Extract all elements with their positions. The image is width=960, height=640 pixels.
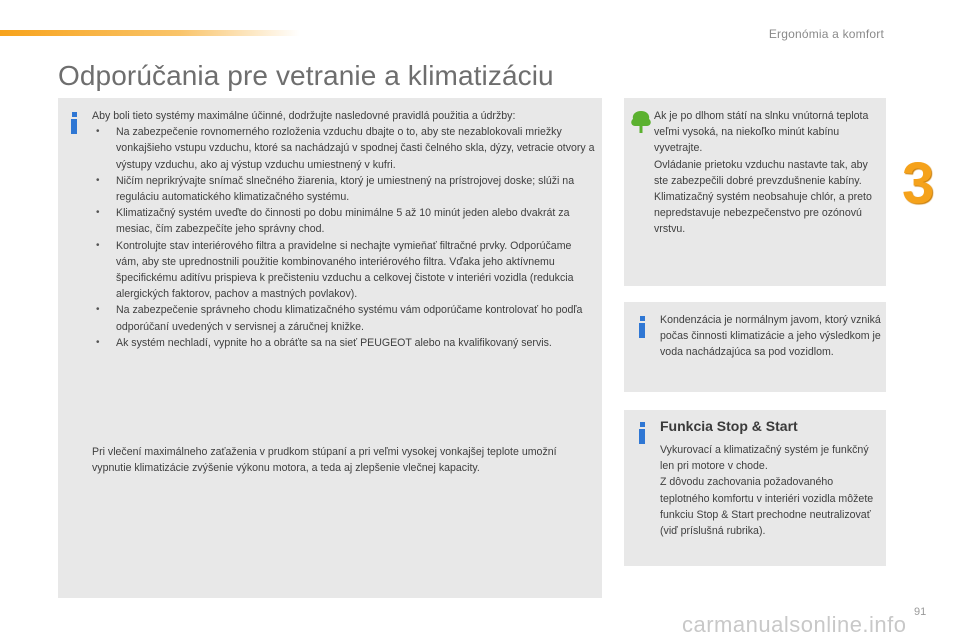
stop-start-paragraph: Z dôvodu zachovania požadovaného teplotného komfortu v interiéri vozidla môžete funkciu Stop & Start prechodne neutralizovať (viď príslušná rubrika). (660, 476, 874, 538)
list-item: • Ničím neprikrývajte snímač slnečného žiarenia, ktorý je umiestnený na prístrojovej doske; slúži na reguláciu automatického klimatizačného systému. (92, 173, 596, 205)
list-item: • Na zabezpečenie rovnomerného rozloženia vzduchu dbajte o to, aby ste nezablokovali mriežky vonkajšieho vstupu vzduchu, ktoré sa nachádzajú v spodnej časti čelného skla, dýzy, vetracie otvory a výstupy vzduchu, ako aj výstup vzduchu umiestnený v kufri. (92, 124, 596, 173)
condensation-box (624, 302, 886, 392)
eco-tip-text (654, 108, 880, 238)
header-accent-bar (0, 30, 300, 36)
chapter-number: 3 (902, 151, 935, 216)
recommendations-box (58, 98, 602, 598)
list-item: • Na zabezpečenie správneho chodu klimatizačného systému vám odporúčame kontrolovať ho podľa odporúčaní uvedených v servisnej a záručnej knižke. (92, 302, 596, 334)
stop-start-title: Funkcia Stop & Start (660, 418, 798, 434)
info-icon (638, 316, 648, 338)
eco-tip-box (624, 98, 886, 286)
eco-paragraph: Ovládanie prietoku vzduchu nastavte tak, aby ste zabezpečili dobré prevzdušnenie kabíny. (654, 158, 868, 187)
section-header: Ergonómia a komfort (768, 27, 884, 41)
stop-start-box (624, 410, 886, 566)
list-item: • Kontrolujte stav interiérového filtra a pravidelne si nechajte vymieňať filtračné prvky. Odporúčame vám, aby ste uprednostnili použitie kombinovaného interiérového filtra. Vďaka jeho aktívnemu špecifickému aditívu prispieva k prečisteniu vzduchu a celkovej čistote v interiéri vozidla (redukcia alergických faktorov, pachov a mastných povlakov). (92, 238, 596, 303)
stop-start-text (660, 442, 882, 539)
recommendations-text (92, 108, 596, 351)
page-title: Odporúčania pre vetranie a klimatizáciu (58, 60, 554, 91)
towing-note: Pri vlečení maximálneho zaťaženia v prudkom stúpaní a pri veľmi vysokej vonkajšej teplote umožní vypnutie klimatizácie zvýšenie výkonu motora, a teda aj zlepšenie vlečnej kapacity. (92, 446, 557, 475)
stop-start-paragraph: Vykurovací a klimatizačný systém je funkčný len pri motore v chode. (660, 444, 869, 473)
tree-icon (630, 110, 652, 134)
info-icon (70, 112, 80, 134)
info-icon (638, 422, 648, 444)
watermark: carmanualsonline.info (682, 612, 907, 637)
eco-paragraph: Klimatizačný systém neobsahuje chlór, a preto nepredstavuje nebezpečenstvo pre ozónovú vrstvu. (654, 191, 872, 236)
eco-paragraph: Ak je po dlhom státí na slnku vnútorná teplota veľmi vysoká, na niekoľko minút kabínu vyvetrajte. (654, 110, 869, 155)
recommendations-list (92, 124, 596, 351)
recommendations-intro: Aby boli tieto systémy maximálne účinné, dodržujte nasledovné pravidlá použitia a údržby: (92, 110, 516, 122)
list-item: • Ak systém nechladí, vypnite ho a obráťte sa na sieť PEUGEOT alebo na kvalifikovaný servis. (92, 335, 596, 351)
condensation-text: Kondenzácia je normálnym javom, ktorý vzniká počas činnosti klimatizácie a jeho výsledkom je voda nachádzajúca sa pod vozidlom. (660, 314, 881, 359)
page-number: 91 (914, 606, 927, 618)
list-item: • Klimatizačný systém uveďte do činnosti po dobu minimálne 5 až 10 minút jeden alebo dvakrát za mesiac, čím zabezpečíte jeho správny chod. (92, 205, 596, 237)
